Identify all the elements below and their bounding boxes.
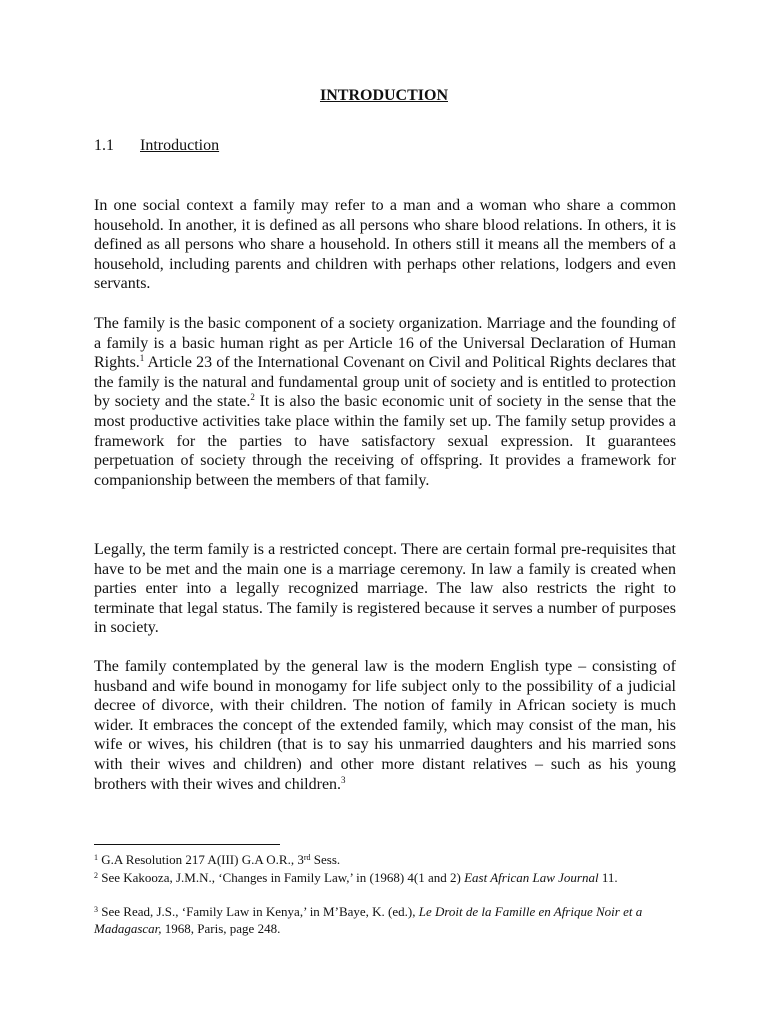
footnote-2-text-end: 11. <box>598 870 618 885</box>
footnote-3-book: Le Droit de la Famille en Afrique Noir et a Madagascar, <box>94 904 643 936</box>
footnote-3-text-end: 1968, Paris, page 248. <box>161 921 281 936</box>
footnote-3 <box>94 903 676 937</box>
paragraph-family-component <box>94 314 676 490</box>
footnote-3-text: See Read, J.S., ‘Family Law in Kenya,’ in M’Baye, K. (ed.), <box>98 904 419 919</box>
paragraph-english-vs-african-family <box>94 657 676 794</box>
p2-text-a: The family is the basic component of a society organization. Marriage and the founding of a family is a basic human right as per Article 16 of the Universal Declaration of Human Rights. <box>94 315 676 372</box>
footnote-1-ordinal: rd <box>303 853 311 862</box>
footnote-2-journal: East African Law Journal <box>464 870 599 885</box>
footnote-1-mark: 1 <box>94 853 98 862</box>
p4-text: The family contemplated by the general law is the modern English type – consisting of husband and wife bound in monogamy for life subject only to the possibility of a judicial decree of divorce, with their children. The notion of family in African society is much wider. It embraces the concept of the extended family, which may consist of the man, his wife or wives, his children (that is to say his unmarried daughters and his married sons with their wives and children) and other more distant relatives – such as his young brothers with their wives and children. <box>94 658 676 793</box>
section-label: Introduction <box>140 137 220 154</box>
footnote-3-mark: 3 <box>94 905 98 914</box>
footnote-1 <box>94 851 676 868</box>
paragraph-family-definitions: In one social context a family may refer to a man and a woman who share a common household. In another, it is defined as all persons who share blood relations. In others, it is defined as all persons who share a household. In others still it means all the members of a household, including parents and children with perhaps other relations, lodgers and even servants. <box>94 197 676 293</box>
footnote-2 <box>94 869 676 886</box>
paragraph-legal-concept: Legally, the term family is a restricted concept. There are certain formal pre-requisites that have to be met and the main one is a marriage ceremony. In law a family is created when parties enter into a legally recognized marriage. The law also restricts the right to terminate that legal status. The family is registered because it serves a number of purposes in society. <box>94 541 676 637</box>
footnote-2-mark: 2 <box>94 871 98 880</box>
section-number: 1.1 <box>94 137 114 154</box>
p2-text-b: Article 23 of the International Covenant on Civil and Political Rights declares that the family is the natural and fundamental group unit of society and is entitled to protection by society and the state. <box>94 354 676 411</box>
footnote-2-text: See Kakooza, J.M.N., ‘Changes in Family Law,’ in (1968) 4(1 and 2) <box>98 870 465 885</box>
page-title: INTRODUCTION <box>319 87 448 104</box>
footnote-ref-2[interactable]: 2 <box>250 392 255 403</box>
footnote-1-text: G.A Resolution 217 A(III) G.A O.R., 3 <box>98 852 304 867</box>
footnote-divider <box>94 844 280 845</box>
section-heading <box>94 137 219 155</box>
footnote-ref-3[interactable]: 3 <box>341 774 346 785</box>
p2-text-c: It is also the basic economic unit of society in the sense that the most productive activities take place within the family set up. The family setup provides a framework for the parties to have satisfactory sexual expression. It guarantees perpetuation of society through the receiving of offspring. It provides a framework for companionship between the members of that family. <box>94 393 676 489</box>
footnote-1-text-end: Sess. <box>310 852 341 867</box>
footnote-ref-1[interactable]: 1 <box>139 353 145 364</box>
